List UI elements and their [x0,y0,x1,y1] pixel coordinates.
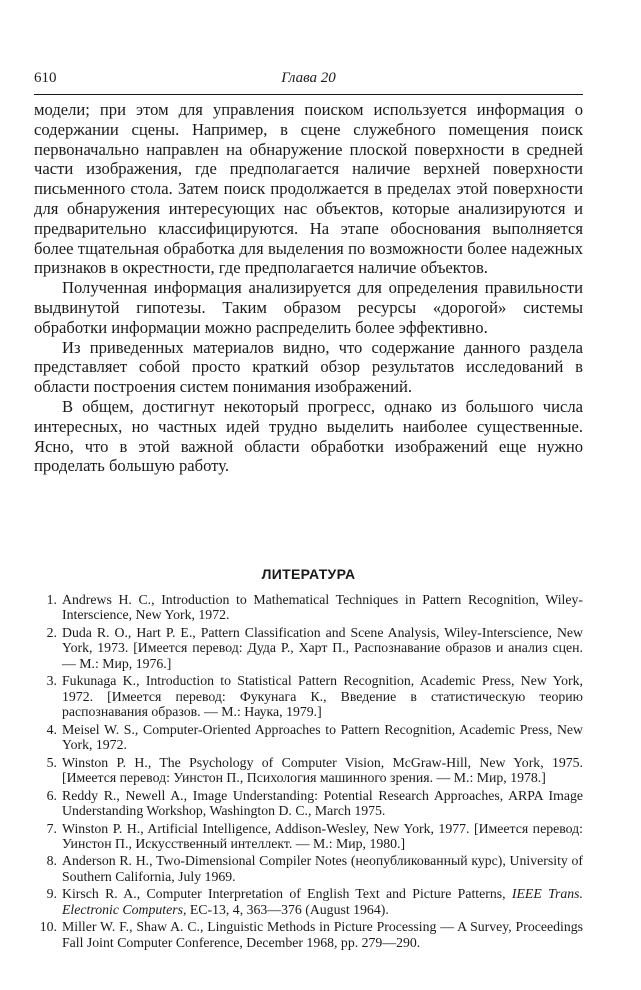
reference-item [34,919,583,950]
references-title: ЛИТЕРАТУРА [261,566,356,582]
page-number: 610 [34,70,57,86]
reference-number: 6. [46,787,57,803]
reference-text: Winston P. H., Artificial Intelligence, Addison-Wesley, New York, 1977. [Имеется перевод: Уинстон П., Искусственный интеллект. — М.: Мир, 1980.] [62,820,583,851]
header-rule [34,94,583,95]
reference-item [34,722,583,753]
reference-text: Meisel W. S., Computer-Oriented Approaches to Pattern Recognition, Academic Press, New York, 1972. [62,721,583,752]
reference-text-tail: EC-13, 4, 363—376 (August 1964). [186,901,389,917]
reference-text [62,886,583,917]
reference-number: 5. [46,754,57,770]
page-header [34,70,583,90]
paragraph-2: Полученная информация анализируется для определения правильности выдвинутой гипотезы. Таким образом ресурсы «дорогой» системы обработки информации можно распределить более эффективно. [34,278,583,337]
reference-item [34,673,583,719]
reference-item [34,788,583,819]
paragraph-1: модели; при этом для управления поиском используется информация о содержании сцены. Например, в сцене служебного помещения поиск первоначально направлен на обнаружение плоской поверхности в средней части изображения, где предполагается наличие верхней поверхности письменного стола. Затем поиск продолжается в пределах этой поверхности для обнаружения интересующих нас объектов, которые анализируются и предварительно классифицируются. На этапе обоснования выполняется более тщательная обработка для выделения по возможности более надежных признаков в окрестности, где предполагается наличие объектов. [34,100,583,278]
reference-number: 3. [46,673,57,689]
reference-number: 7. [46,820,57,836]
reference-number: 4. [46,721,57,737]
references-list [34,592,583,952]
reference-text: Andrews H. C., Introduction to Mathematical Techniques in Pattern Recognition, Wiley-Interscience, New York, 1972. [62,592,583,623]
reference-text: Fukunaga K., Introduction to Statistical Pattern Recognition, Academic Press, New York, 1972. [Имеется перевод: Фукунага К., Введение в статистическую теорию распознавания образов. — М.: Наука, 1979.] [62,673,583,719]
reference-text: Reddy R., Newell A., Image Understanding: Potential Research Approaches, ARPA Image Understanding Workshop, Washington D. C., March 1975. [62,787,583,818]
reference-item [34,755,583,786]
reference-item [34,853,583,884]
body-text [34,100,583,476]
reference-item [34,625,583,671]
reference-number: 9. [46,886,57,902]
reference-number: 8. [46,853,57,869]
reference-number: 1. [46,592,57,607]
reference-number: 2. [46,624,57,640]
reference-item [34,821,583,852]
running-head: Глава 20 [281,70,336,86]
reference-number: 10. [39,919,57,935]
reference-text: Winston P. H., The Psychology of Computer Vision, McGraw-Hill, New York, 1975. [Имеется перевод: Уинстон П., Психология машинного зрения. — М.: Мир, 1978.] [62,754,583,785]
reference-item [34,592,583,623]
reference-item [34,886,583,917]
reference-journal: IEEE Trans. Electronic Computers, [62,886,583,917]
paragraph-4: В общем, достигнут некоторый прогресс, однако из большого числа интересных, но частных идей трудно выделить наиболее существенные. Ясно, что в этой важной области обработки изображений еще нужно проделать большую работу. [34,396,583,476]
reference-text: Duda R. O., Hart P. E., Pattern Classification and Scene Analysis, Wiley-Interscience, New York, 1973. [Имеется перевод: Дуда Р., Харт П., Распознавание образов и анализ сцен. — М.: Мир, 1976.] [62,624,583,671]
reference-text-main: Kirsch R. A., Computer Interpretation of English Text and Picture Patterns, [62,886,506,902]
paragraph-3: Из приведенных материалов видно, что содержание данного раздела представляет собой просто краткий обзор результатов исследований в области построения систем понимания изображений. [34,337,583,397]
reference-text: Miller W. F., Shaw A. C., Linguistic Methods in Picture Processing — A Survey, Proceedings Fall Joint Computer Conference, December 1968, pp. 279—290. [62,919,583,950]
reference-text: Anderson R. H., Two-Dimensional Compiler Notes (неопубликованный курс), University of Southern California, July 1969. [62,853,583,884]
